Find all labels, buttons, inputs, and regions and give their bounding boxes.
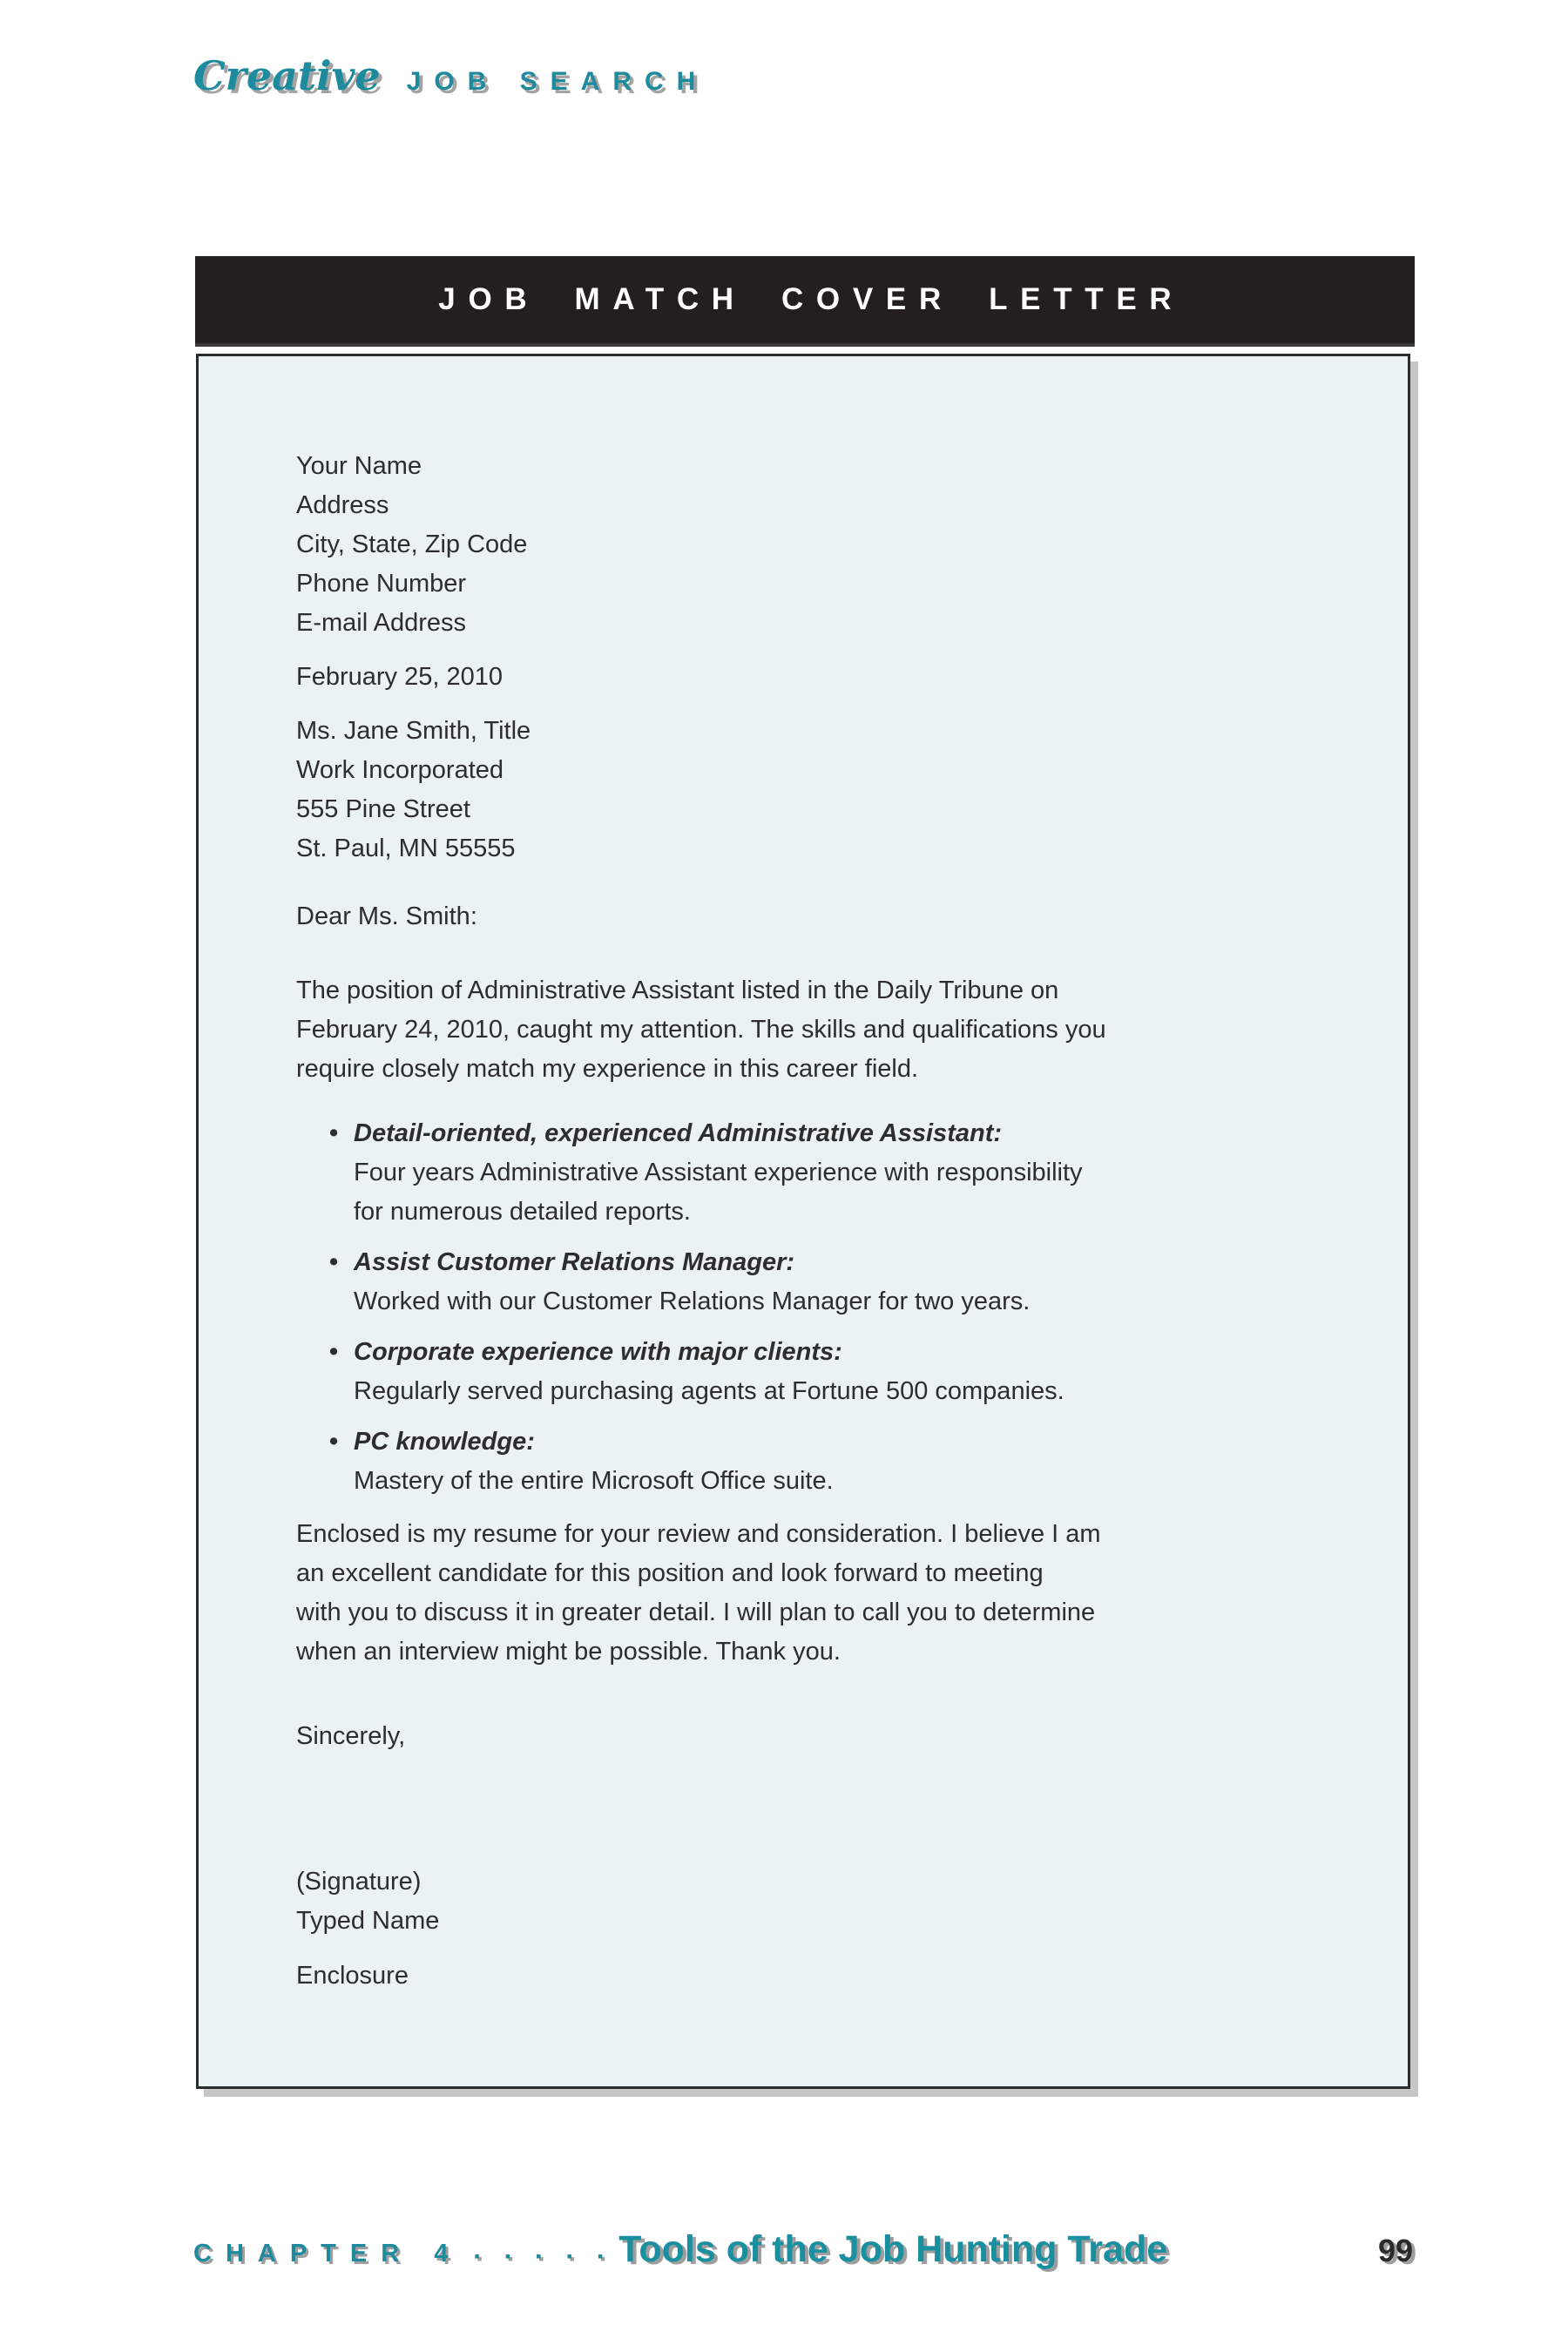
enclosure-line: Enclosure <box>296 1962 409 1990</box>
bullet-dot-icon: • <box>329 1428 339 1456</box>
recipient-street-line: 555 Pine Street <box>296 795 470 823</box>
intro-paragraph <box>296 971 1312 1089</box>
bullet-header-text: Corporate experience with major clients: <box>354 1338 842 1366</box>
sender-name-line: Your Name <box>296 452 422 480</box>
bullet-body-line: Regularly served purchasing agents at Fortune 500 companies. <box>354 1377 1064 1405</box>
bullet-header-line <box>329 1423 1312 1462</box>
bullet-dot-icon: • <box>329 1338 339 1366</box>
bullet-item-corporate-experience <box>296 1333 1312 1411</box>
brand-logo-caps-text: JOB SEARCH <box>406 67 709 96</box>
document-title-bar <box>195 256 1415 347</box>
bullet-header-text: PC knowledge: <box>354 1428 535 1456</box>
bullet-item-customer-relations <box>296 1243 1312 1321</box>
bullet-header-text: Assist Customer Relations Manager: <box>354 1248 795 1276</box>
typed-name-line: Typed Name <box>296 1907 440 1935</box>
document-title: JOB MATCH COVER LETTER <box>438 282 1185 316</box>
closing-line: Enclosed is my resume for your review and consideration. I believe I am <box>296 1520 1101 1548</box>
signature-placeholder-line: (Signature) <box>296 1868 422 1896</box>
recipient-address-block <box>296 712 1312 868</box>
footer-chapter-label: CHAPTER 4 <box>193 2240 463 2268</box>
sender-address-block <box>296 447 1312 643</box>
intro-line: require closely match my experience in this career field. <box>296 1055 919 1083</box>
footer-chapter-title: Tools of the Job Hunting Trade <box>618 2228 1168 2270</box>
bullet-item-detail-oriented <box>296 1114 1312 1232</box>
signature-block <box>296 1862 1312 1941</box>
bullet-header-text: Detail-oriented, experienced Administrative Assistant: <box>354 1119 1003 1147</box>
page-number: 99 <box>1377 2233 1413 2268</box>
sender-phone-line: Phone Number <box>296 570 467 598</box>
closing-line: when an interview might be possible. Thank you. <box>296 1638 841 1666</box>
bullet-header-line <box>329 1333 1312 1372</box>
recipient-name-line: Ms. Jane Smith, Title <box>296 717 531 745</box>
bullet-body-line: for numerous detailed reports. <box>354 1198 691 1226</box>
sender-email-line: E-mail Address <box>296 609 467 637</box>
sender-address-line: Address <box>296 491 389 519</box>
recipient-city-line: St. Paul, MN 55555 <box>296 835 516 862</box>
brand-logo <box>193 52 708 99</box>
bullet-dot-icon: • <box>329 1248 339 1276</box>
page-footer <box>193 2228 1413 2271</box>
bullet-body-line: Four years Administrative Assistant experience with responsibility <box>354 1159 1083 1186</box>
qualification-bullet-list <box>296 1114 1312 1501</box>
intro-line: The position of Administrative Assistant listed in the Daily Tribune on <box>296 977 1059 1004</box>
cover-letter-panel <box>196 354 1410 2089</box>
brand-logo-script-text: Creative <box>193 52 381 99</box>
bullet-body-line: Worked with our Customer Relations Manager for two years. <box>354 1288 1031 1315</box>
sender-city-line: City, State, Zip Code <box>296 531 528 558</box>
bullet-body-line: Mastery of the entire Microsoft Office suite. <box>354 1467 834 1495</box>
recipient-company-line: Work Incorporated <box>296 756 504 784</box>
bullet-dot-icon: • <box>329 1119 339 1147</box>
intro-line: February 24, 2010, caught my attention. The skills and qualifications you <box>296 1016 1106 1044</box>
closing-line: with you to discuss it in greater detail. I will plan to call you to determine <box>296 1598 1096 1626</box>
salutation-line: Dear Ms. Smith: <box>296 902 477 930</box>
closing-paragraph <box>296 1515 1312 1672</box>
bullet-header-line <box>329 1243 1312 1282</box>
bullet-item-pc-knowledge <box>296 1423 1312 1501</box>
footer-dots-decoration: ▪ ▪ ▪ ▪ ▪ <box>474 2247 614 2265</box>
bullet-header-line <box>329 1114 1312 1153</box>
closing-line: an excellent candidate for this position and look forward to meeting <box>296 1559 1044 1587</box>
signoff-line: Sincerely, <box>296 1722 406 1750</box>
date-line: February 25, 2010 <box>296 663 503 691</box>
